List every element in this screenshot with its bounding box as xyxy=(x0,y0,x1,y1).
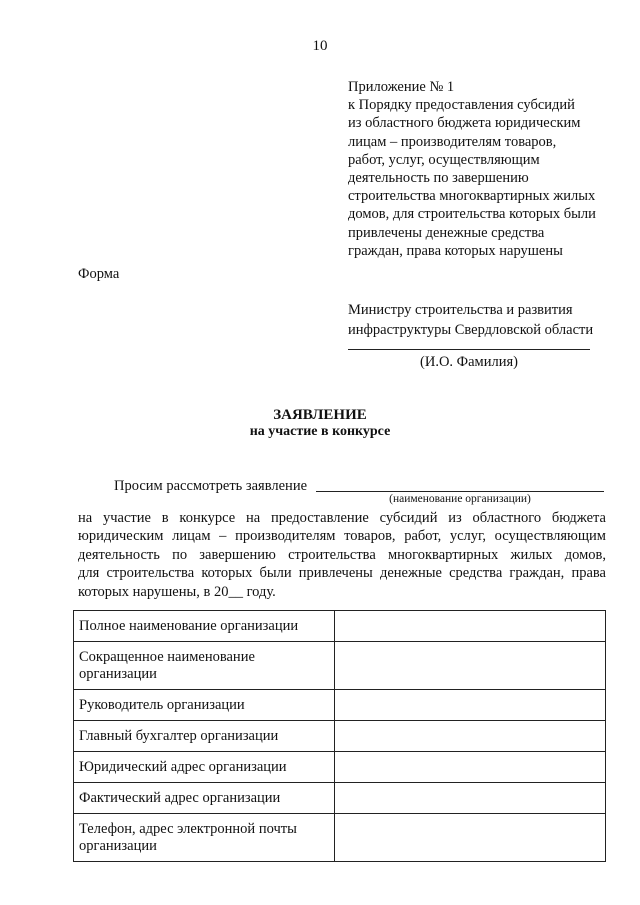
addressee-line: инфраструктуры Свердловской области xyxy=(348,322,594,338)
document-subtitle: на участие в конкурсе xyxy=(249,424,391,439)
document-title: ЗАЯВЛЕНИЕ xyxy=(273,407,367,423)
row-label: Телефон, адрес электронной почты организации xyxy=(74,814,335,862)
organization-name-field[interactable] xyxy=(316,491,604,492)
table-row xyxy=(74,783,606,814)
request-line: для строительства которых были привлечены денежные средства граждан, права xyxy=(78,565,606,582)
table-row xyxy=(74,690,606,721)
row-value-field[interactable] xyxy=(335,783,606,814)
page-number: 10 xyxy=(312,38,328,54)
addressee-name-caption: (И.О. Фамилия) xyxy=(420,354,518,370)
appendix-line: к Порядку предоставления субсидий xyxy=(348,97,575,114)
form-label: Форма xyxy=(78,266,120,282)
organization-info-table xyxy=(73,610,606,862)
row-label: Главный бухгалтер организации xyxy=(74,721,335,752)
table-row xyxy=(74,752,606,783)
request-line: юридическим лицам – производителям товаров, работ, услуг, осуществляющим xyxy=(78,528,606,545)
row-value-field[interactable] xyxy=(335,611,606,642)
appendix-line: домов, для строительства которых были xyxy=(348,206,596,223)
addressee-line: Министру строительства и развития xyxy=(348,302,573,318)
appendix-line: граждан, права которых нарушены xyxy=(348,242,563,259)
row-value-field[interactable] xyxy=(335,690,606,721)
request-line: которых нарушены, в 20__ году. xyxy=(78,583,276,600)
row-value-field[interactable] xyxy=(335,721,606,752)
table-row xyxy=(74,814,606,862)
addressee-block xyxy=(348,300,618,340)
appendix-line: привлечены денежные средства xyxy=(348,224,545,241)
appendix-line: лицам – производителям товаров, xyxy=(348,133,557,150)
table-row xyxy=(74,611,606,642)
request-line: на участие в конкурсе на предоставление субсидий из областного бюджета xyxy=(78,510,606,526)
appendix-line: строительства многоквартирных жилых xyxy=(348,188,596,205)
request-lead-text: Просим рассмотреть заявление xyxy=(114,478,308,494)
appendix-line: работ, услуг, осуществляющим xyxy=(348,151,540,168)
appendix-line: Приложение № 1 xyxy=(348,79,455,95)
request-line: деятельность по завершению строительства многоквартирных жилых домов, xyxy=(78,546,606,563)
addressee-name-line[interactable] xyxy=(348,349,590,350)
appendix-line: из областного бюджета юридическим xyxy=(348,115,581,132)
row-label: Руководитель организации xyxy=(74,690,335,721)
row-value-field[interactable] xyxy=(335,642,606,690)
row-label: Полное наименование организации xyxy=(74,611,335,642)
table-row xyxy=(74,721,606,752)
row-value-field[interactable] xyxy=(335,752,606,783)
row-label: Фактический адрес организации xyxy=(74,783,335,814)
row-value-field[interactable] xyxy=(335,814,606,862)
row-label: Сокращенное наименование организации xyxy=(74,642,335,690)
row-label: Юридический адрес организации xyxy=(74,752,335,783)
appendix-line: деятельность по завершению xyxy=(348,170,529,187)
table-row xyxy=(74,642,606,690)
appendix-header xyxy=(348,78,628,260)
request-body xyxy=(78,509,606,601)
organization-name-caption: (наименование организации) xyxy=(389,493,531,505)
